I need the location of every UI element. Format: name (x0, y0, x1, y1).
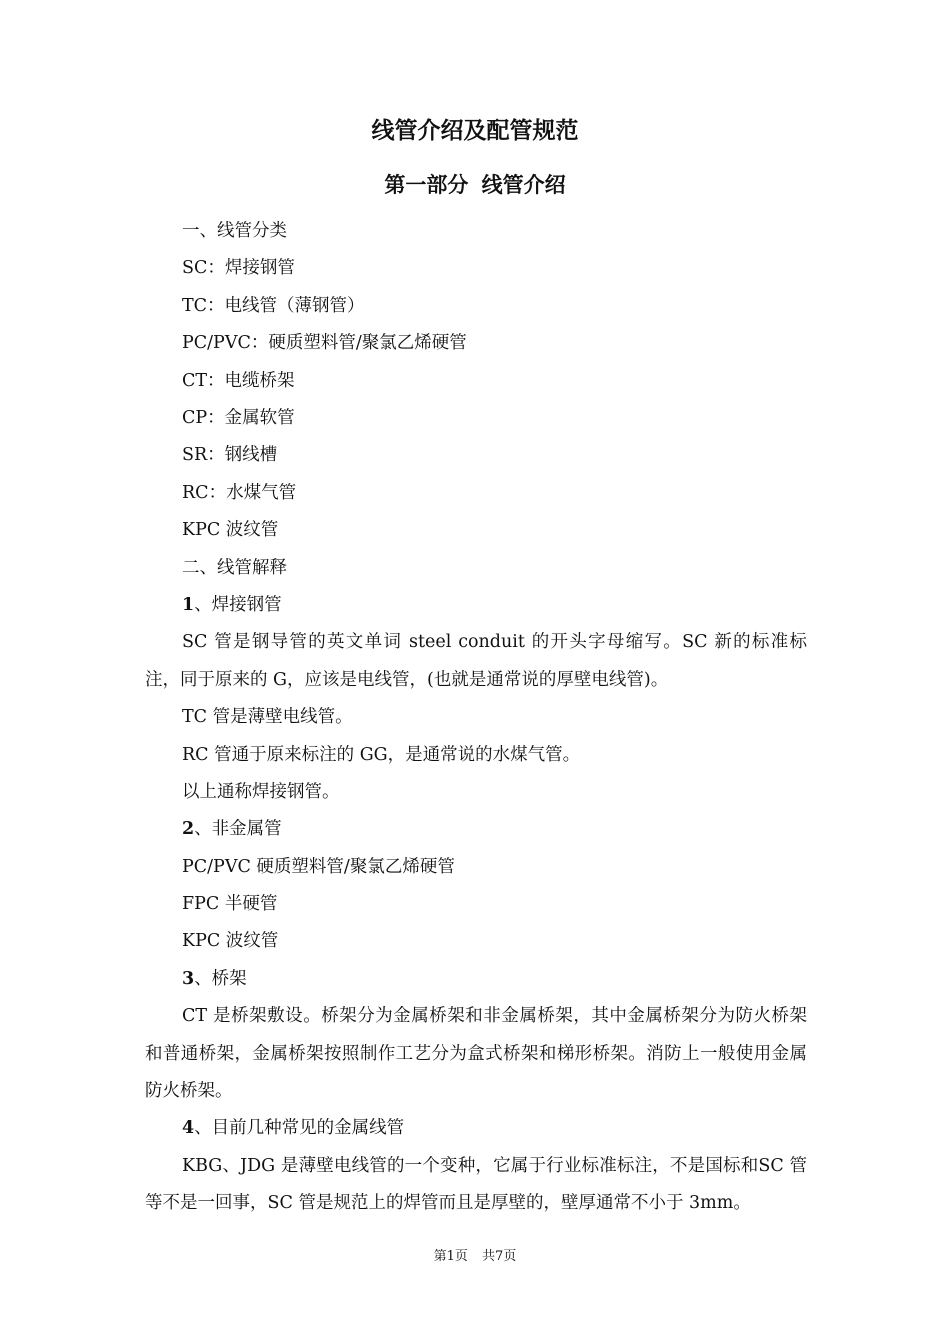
paragraph-kbg-jdg: KBG、JDG 是薄壁电线管的一个变种，它属于行业标准标注，不是国标和SC 管等不是一回事，SC 管是规范上的焊管而且是厚壁的，壁厚通常不小于 3mm。 (145, 1155, 807, 1214)
classification-item: KPC 波纹管 (182, 520, 279, 541)
paragraph-sc-pipe: SC 管是钢导管的英文单词 steel conduit 的开头字母缩写。SC 新的标准标注，同于原来的 G，应该是电线管，(也就是通常说的厚壁电线管)。 (145, 632, 807, 690)
subsection-number: 3 (182, 968, 195, 989)
subsection-number: 4 (182, 1118, 195, 1139)
classification-item: SR：钢线槽 (182, 445, 278, 466)
subsection-heading-nonmetal (145, 811, 807, 848)
classification-item: RC：水煤气管 (182, 482, 297, 503)
subsection-title: 、焊接钢管 (194, 594, 282, 615)
classification-item: SC：焊接钢管 (182, 258, 295, 279)
section-heading-explanation: 二、线管解释 (182, 557, 287, 578)
subsection-number: 2 (182, 819, 195, 840)
classification-item: PC/PVC：硬质塑料管/聚氯乙烯硬管 (182, 333, 467, 354)
classification-item: CP：金属软管 (182, 407, 295, 428)
document-title: 线管介绍及配管规范 (371, 118, 579, 144)
subsection-title: 、目前几种常见的金属线管 (194, 1118, 405, 1139)
subsection-heading-metal-conduits (145, 1110, 807, 1147)
text-line: RC 管通于原来标注的 GG，是通常说的水煤气管。 (182, 744, 581, 765)
text-line: 以上通称焊接钢管。 (182, 781, 340, 802)
part-subtitle: 第一部分 线管介绍 (384, 173, 566, 197)
text-line: FPC 半硬管 (182, 894, 278, 915)
section-heading-classification: 一、线管分类 (182, 221, 287, 241)
subsection-heading-tray (145, 961, 807, 998)
paragraph-cable-tray: CT 是桥架敷设。桥架分为金属桥架和非金属桥架，其中金属桥架分为防火桥架和普通桥架，金属桥架按照制作工艺分为盒式桥架和梯形桥架。消防上一般使用金属防火桥架。 (145, 1006, 807, 1102)
text-line: PC/PVC 硬质塑料管/聚氯乙烯硬管 (182, 856, 455, 877)
text-line: TC 管是薄壁电线管。 (182, 707, 353, 728)
subsection-heading-welded-steel (145, 587, 807, 624)
subsection-number: 1 (182, 594, 195, 615)
subsection-title: 、非金属管 (194, 819, 282, 840)
document-body (145, 213, 807, 1223)
classification-item: CT：电缆桥架 (182, 370, 295, 391)
subsection-title: 、桥架 (194, 968, 247, 989)
classification-item: TC：电线管（薄钢管） (182, 295, 365, 316)
page-footer: 第1页 共7页 (433, 1249, 517, 1264)
text-line: KPC 波纹管 (182, 931, 279, 952)
